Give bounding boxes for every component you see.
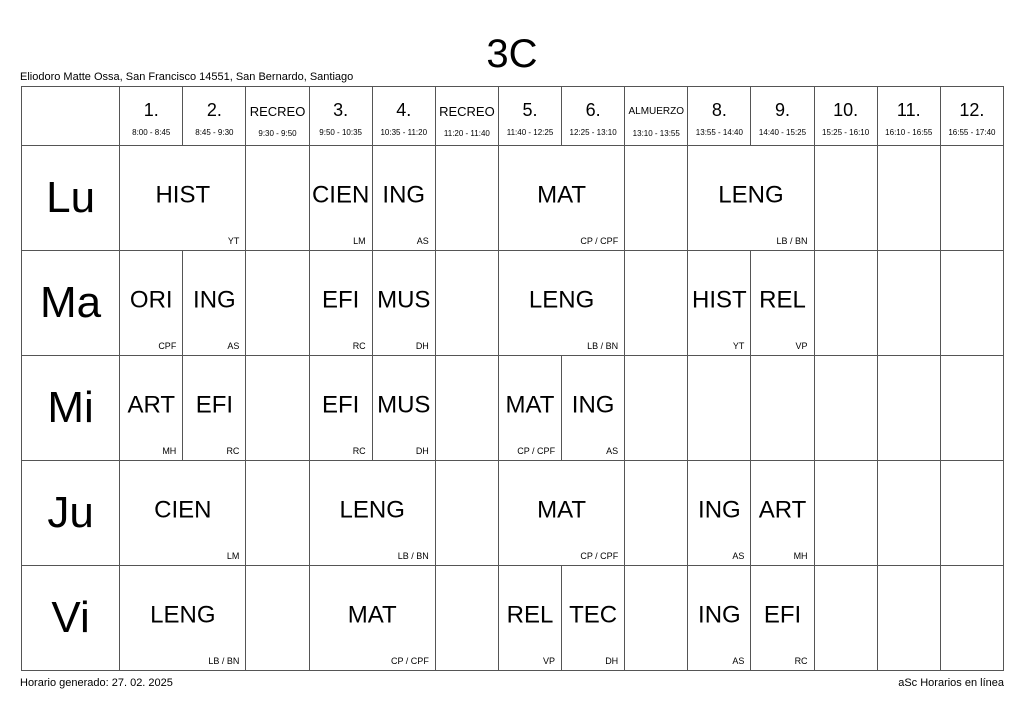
lunch-cell: [625, 146, 688, 251]
lesson-cell[interactable]: [183, 356, 246, 461]
lunch-cell: [625, 251, 688, 356]
subject: ART: [758, 496, 807, 524]
lesson-cell[interactable]: [372, 356, 435, 461]
subject: ING: [382, 181, 426, 209]
subject: LENG: [528, 286, 595, 314]
lesson-cell[interactable]: [751, 461, 814, 566]
lesson-cell[interactable]: [309, 146, 372, 251]
period-time: 14:40 - 15:25: [758, 128, 807, 137]
subject: MUS: [377, 391, 431, 419]
empty-cell: [814, 146, 877, 251]
period-time: 9:30 - 9:50: [258, 129, 297, 138]
period-label: RECREO: [249, 104, 306, 119]
empty-cell: [940, 146, 1003, 251]
empty-cell: [940, 566, 1003, 671]
period-time: 16:55 - 17:40: [948, 128, 996, 137]
break-cell: [435, 356, 498, 461]
lunch-cell: [625, 461, 688, 566]
lesson-cell[interactable]: [372, 146, 435, 251]
empty-cell: [877, 566, 940, 671]
lesson-cell[interactable]: [183, 251, 246, 356]
teacher: LB / BN: [397, 551, 429, 561]
teacher: CP / CPF: [517, 446, 556, 456]
period-time: 12:25 - 13:10: [569, 128, 617, 137]
lesson-cell[interactable]: [498, 461, 624, 566]
lesson-cell[interactable]: [498, 251, 624, 356]
period-time: 11:20 - 11:40: [443, 129, 490, 138]
day-label: Lu: [22, 146, 120, 251]
period-label: 3.: [333, 100, 349, 120]
subject: REL: [759, 286, 806, 314]
break-cell: [246, 461, 309, 566]
teacher: DH: [415, 341, 429, 351]
lesson-cell[interactable]: [309, 251, 372, 356]
day-row-vi: [22, 566, 1004, 671]
empty-cell: [877, 356, 940, 461]
lesson-cell[interactable]: [309, 566, 435, 671]
empty-cell: [940, 251, 1003, 356]
period-label: 5.: [522, 100, 538, 120]
teacher: LM: [353, 236, 366, 246]
subject: EFI: [321, 286, 360, 314]
empty-cell: [814, 356, 877, 461]
subject: EFI: [321, 391, 360, 419]
empty-cell: [751, 356, 814, 461]
teacher: VP: [795, 341, 808, 351]
lesson-cell[interactable]: [688, 146, 814, 251]
lesson-cell[interactable]: [498, 146, 624, 251]
subject: ING: [193, 286, 236, 314]
period-header: [309, 87, 372, 146]
teacher: LB / BN: [208, 656, 240, 666]
day-label: Vi: [22, 566, 120, 671]
break-cell: [435, 251, 498, 356]
period-label: 11.: [896, 100, 921, 120]
teacher: RC: [352, 341, 366, 351]
teacher: CP / CPF: [580, 236, 619, 246]
subject: CIEN: [154, 496, 212, 524]
empty-cell: [814, 461, 877, 566]
break-cell: [246, 251, 309, 356]
period-time: 8:00 - 8:45: [132, 128, 171, 137]
lunch-cell: [625, 566, 688, 671]
day-row-ju: [22, 461, 1004, 566]
day-row-lu: [22, 146, 1004, 251]
subject: MAT: [537, 181, 586, 209]
teacher: LB / BN: [587, 341, 619, 351]
teacher: YT: [227, 236, 240, 246]
break-cell: [246, 146, 309, 251]
period-label: 2.: [206, 100, 222, 120]
day-label: Ju: [22, 461, 120, 566]
teacher: MH: [162, 446, 177, 456]
empty-cell: [814, 251, 877, 356]
lunch-cell: [625, 356, 688, 461]
period-time: 13:55 - 14:40: [695, 128, 743, 137]
period-label: 1.: [143, 100, 159, 120]
teacher: AS: [732, 656, 745, 666]
teacher: RC: [794, 656, 808, 666]
subject: LENG: [339, 496, 405, 524]
teacher: CP / CPF: [580, 551, 619, 561]
break-cell: [435, 146, 498, 251]
subject: ING: [698, 601, 741, 629]
subject: MAT: [537, 496, 586, 524]
subject: CIEN: [311, 181, 370, 209]
school-address: Eliodoro Matte Ossa, San Francisco 14551, San Bernardo, Santiago: [20, 71, 354, 83]
lesson-cell[interactable]: [688, 461, 751, 566]
teacher: LM: [226, 551, 240, 561]
empty-cell: [688, 356, 751, 461]
lesson-cell[interactable]: [309, 461, 435, 566]
period-time: 9:50 - 10:35: [319, 128, 362, 137]
period-label: 4.: [396, 100, 412, 120]
lesson-cell[interactable]: [498, 356, 561, 461]
period-time: 8:45 - 9:30: [195, 128, 234, 137]
subject: TEC: [569, 601, 618, 629]
teacher: MH: [793, 551, 808, 561]
class-title: 3C: [486, 32, 538, 76]
teacher: AS: [227, 341, 240, 351]
period-header: [877, 87, 940, 146]
subject: ORI: [129, 286, 173, 314]
period-header: [688, 87, 751, 146]
lesson-cell[interactable]: [751, 251, 814, 356]
subject: MUS: [377, 286, 431, 314]
lesson-cell[interactable]: [309, 356, 372, 461]
period-time: 16:10 - 16:55: [885, 128, 933, 137]
period-label: RECREO: [439, 104, 495, 119]
day-row-mi: [22, 356, 1004, 461]
subject: ING: [571, 391, 615, 419]
subject: LENG: [150, 601, 216, 629]
lesson-cell[interactable]: [751, 566, 814, 671]
period-label: ALMUERZO: [628, 106, 685, 117]
period-header: [498, 87, 561, 146]
subject: ING: [698, 496, 741, 524]
empty-cell: [940, 356, 1003, 461]
period-header: [372, 87, 435, 146]
generated-date: Horario generado: 27. 02. 2025: [20, 677, 173, 689]
lesson-cell[interactable]: [562, 566, 625, 671]
teacher: VP: [543, 656, 556, 666]
period-time: 15:25 - 16:10: [822, 128, 870, 137]
lesson-cell[interactable]: [688, 566, 751, 671]
empty-cell: [877, 146, 940, 251]
period-label: 8.: [711, 100, 727, 120]
teacher: RC: [226, 446, 240, 456]
break-cell: [435, 566, 498, 671]
empty-cell: [940, 461, 1003, 566]
teacher: YT: [732, 341, 745, 351]
teacher: DH: [605, 656, 619, 666]
break-cell: [435, 461, 498, 566]
teacher: AS: [732, 551, 745, 561]
period-label: 6.: [585, 100, 601, 120]
empty-cell: [877, 461, 940, 566]
period-header: [183, 87, 246, 146]
lesson-cell[interactable]: [120, 461, 246, 566]
period-label: 9.: [774, 100, 790, 120]
period-time: 11:40 - 12:25: [506, 128, 554, 137]
break-header: [246, 87, 309, 146]
break-cell: [246, 356, 309, 461]
subject: HIST: [155, 181, 211, 209]
period-header-row: [22, 87, 1004, 146]
lesson-cell[interactable]: [498, 566, 561, 671]
lesson-cell[interactable]: [562, 356, 625, 461]
lesson-cell[interactable]: [688, 251, 751, 356]
lesson-cell[interactable]: [372, 251, 435, 356]
period-time: 13:10 - 13:55: [632, 129, 680, 138]
subject: EFI: [195, 391, 234, 419]
lesson-cell[interactable]: [120, 356, 183, 461]
teacher: AS: [606, 446, 619, 456]
lunch-header: [625, 87, 688, 146]
empty-cell: [877, 251, 940, 356]
subject: HIST: [692, 286, 747, 314]
subject: MAT: [347, 601, 397, 629]
teacher: DH: [415, 446, 429, 456]
lesson-cell[interactable]: [120, 566, 246, 671]
teacher: CPF: [158, 341, 177, 351]
break-header: [435, 87, 498, 146]
empty-cell: [814, 566, 877, 671]
subject: ART: [127, 391, 176, 419]
corner-cell: [22, 87, 120, 146]
timetable: [21, 86, 1004, 671]
period-header: [751, 87, 814, 146]
subject: REL: [506, 601, 554, 629]
period-header: [940, 87, 1003, 146]
period-time: 10:35 - 11:20: [380, 128, 428, 137]
period-header: [120, 87, 183, 146]
day-label: Ma: [22, 251, 120, 356]
subject: MAT: [505, 391, 555, 419]
period-header: [562, 87, 625, 146]
teacher: RC: [352, 446, 366, 456]
period-label: 12.: [959, 100, 985, 120]
period-header: [814, 87, 877, 146]
teacher: CP / CPF: [390, 656, 429, 666]
break-cell: [246, 566, 309, 671]
subject: LENG: [718, 181, 784, 209]
lesson-cell[interactable]: [120, 251, 183, 356]
teacher: LB / BN: [776, 236, 808, 246]
teacher: AS: [416, 236, 429, 246]
day-row-ma: [22, 251, 1004, 356]
subject: EFI: [763, 601, 802, 629]
period-label: 10.: [833, 100, 859, 120]
day-label: Mi: [22, 356, 120, 461]
brand-label: aSc Horarios en línea: [898, 677, 1004, 689]
lesson-cell[interactable]: [120, 146, 246, 251]
